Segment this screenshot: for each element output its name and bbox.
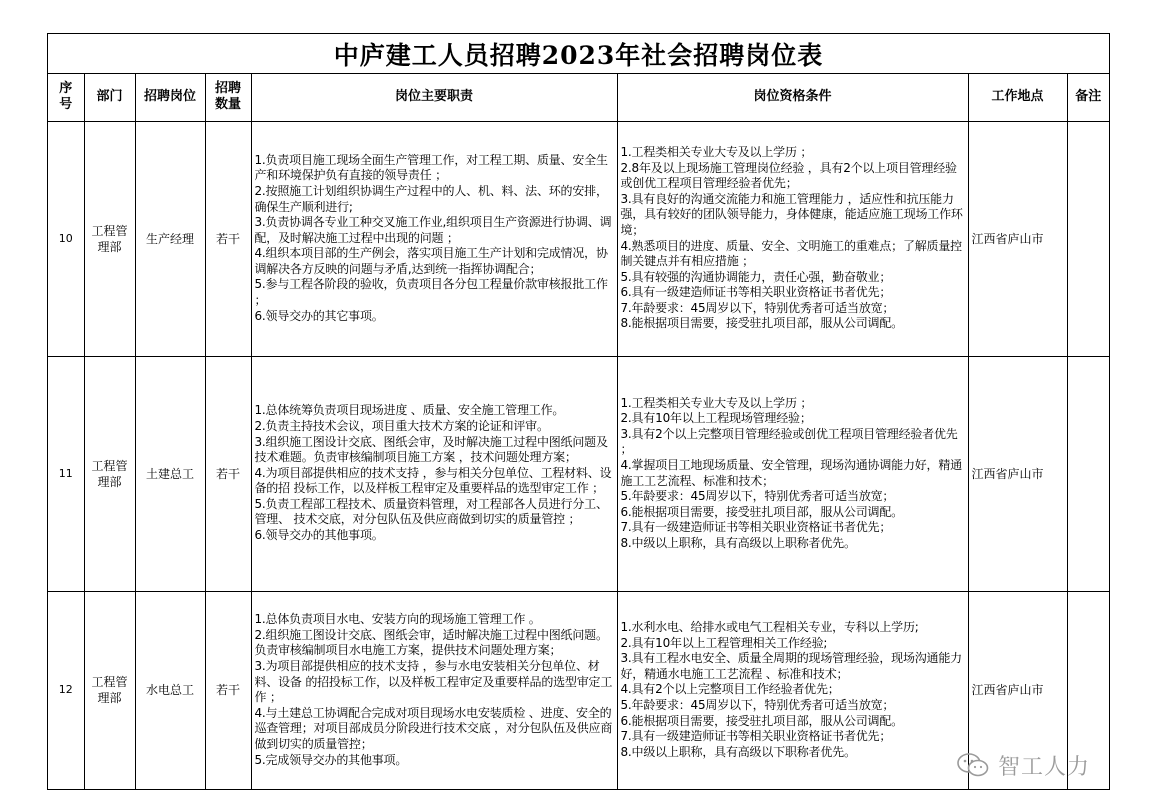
row-remarks (1067, 356, 1109, 591)
header-no: 序号 (48, 74, 84, 121)
positions-table (48, 74, 1109, 789)
row-no: 10 (48, 121, 84, 356)
table-row (48, 356, 1109, 591)
requirement-item: 3.具有工程水电安全、质量全周期的现场管理经验，现场沟通能力好，精通水电施工工艺流程 、标准和技术； (620, 651, 962, 681)
row-no: 11 (48, 356, 84, 591)
duty-item: 3.为项目部提供相应的技术支持 ，参与水电安装相关分包单位、材料、设备 的招投标工作，以及样板工程审定及重要样品的选型审定工作 ； (254, 659, 613, 705)
row-count: 若干 (205, 591, 251, 789)
duty-item: 6.领导交办的其它事项。 (254, 308, 384, 323)
requirement-item: 8.能根据项目需要，接受驻扎项目部，服从公司调配。 (620, 316, 903, 331)
requirement-item: 7.具有一级建造师证书等相关职业资格证书者优先； (620, 729, 892, 744)
row-requirements (617, 591, 968, 789)
header-position: 招聘岗位 (135, 74, 205, 121)
wechat-icon (956, 752, 990, 778)
row-duties (251, 356, 617, 591)
table-row (48, 591, 1109, 789)
requirement-item: 1.工程类相关专业大专及以上学历 ； (620, 144, 813, 159)
requirement-item: 2.具有10年以上工程现场管理经验； (620, 411, 812, 426)
row-location: 江西省庐山市 (968, 121, 1067, 356)
watermark (956, 748, 1090, 782)
requirement-item: 4.具有2个以上完整项目工作经验者优先； (620, 682, 840, 697)
duty-item: 3.组织施工图设计交底、图纸会审，及时解决施工过程中图纸问题及技术难题。负责审核编制项目施工方案 ，技术问题处理方案； (254, 434, 608, 465)
requirement-item: 6.能根据项目需要，接受驻扎项目部，服从公司调配。 (620, 713, 903, 728)
duty-item: 1.总体统筹负责项目现场进度 、质量、安全施工管理工作。 (254, 403, 565, 418)
duty-item: 6.领导交办的其他事项。 (254, 528, 384, 543)
row-position: 水电总工 (135, 591, 205, 789)
requirement-item: 6.具有一级建造师证书等相关职业资格证书者优先； (620, 285, 892, 300)
row-requirements (617, 356, 968, 591)
header-duties: 岗位主要职责 (251, 74, 617, 121)
row-dept: 工程管理部 (84, 591, 135, 789)
duty-item: 5.完成领导交办的其他事项。 (254, 752, 408, 767)
row-duties (251, 121, 617, 356)
requirement-item: 4.掌握项目工地现场质量、安全管理，现场沟通协调能力好，精通施工工艺流程、标准和技术； (620, 457, 962, 488)
requirement-item: 7.具有一级建造师证书等相关职业资格证书者优先； (620, 520, 892, 535)
row-no: 12 (48, 591, 84, 789)
duty-item: 5.负责工程部工程技术、质量资料管理，对工程部各人员进行分工、管理、 技术交底，对分包队伍及供应商做到切实的质量管控 ； (254, 496, 608, 527)
row-location: 江西省庐山市 (968, 356, 1067, 591)
duty-item: 2.按照施工计划组织协调生产过程中的人、机、料、法、环的安排，确保生产顺利进行; (254, 183, 608, 214)
requirement-item: 2.8年及以上现场施工管理岗位经验 ，具有2个以上项目管理经验或创优工程项目管理经验者优先； (620, 160, 957, 191)
duty-item: 1.总体负责项目水电、安装方向的现场施工管理工作 。 (254, 612, 541, 627)
header-remarks: 备注 (1067, 74, 1109, 121)
duty-item: 2.组织施工图设计交底、图纸会审，适时解决施工过程中图纸问题。负责审核编制项目水电施工方案，提供技术问题处理方案； (254, 627, 608, 658)
requirement-item: 3.具有良好的沟通交流能力和施工管理能力 ，适应性和抗压能力强，具有较好的团队领导能力，身体健康，能适应施工现场工作环境； (620, 191, 963, 237)
header-count: 招聘数量 (205, 74, 251, 121)
header-dept: 部门 (84, 74, 135, 121)
row-position: 生产经理 (135, 121, 205, 356)
duty-item: 1.负责项目施工现场全面生产管理工作，对工程工期、质量、安全生产和环境保护负有直接的领导责任 ； (254, 152, 608, 183)
requirement-item: 4.熟悉项目的进度、质量、安全、文明施工的重难点；了解质量控制关键点并有相应措施 ； (620, 238, 962, 269)
row-duties (251, 591, 617, 789)
header-location: 工作地点 (968, 74, 1067, 121)
row-remarks (1067, 121, 1109, 356)
row-dept: 工程管理部 (84, 121, 135, 356)
row-count: 若干 (205, 356, 251, 591)
row-location: 江西省庐山市 (968, 591, 1067, 789)
duty-item: 3.负责协调各专业工种交叉施工作业,组织项目生产资源进行协调、调配，及时解决施工过程中出现的问题 ； (254, 215, 612, 245)
requirement-item: 5.年龄要求：45周岁以下，特别优秀者可适当放宽； (620, 698, 895, 713)
duty-item: 5.参与工程各阶段的验收，负责项目各分包工程量价款审核报批工作 ； (254, 277, 608, 308)
requirement-item: 6.能根据项目需要，接受驻扎项目部，服从公司调配。 (620, 504, 903, 519)
duty-item: 2.负责主持技术会议，项目重大技术方案的论证和评审。 (254, 418, 549, 433)
row-count: 若干 (205, 121, 251, 356)
header-row (48, 74, 1109, 121)
duty-item: 4.与土建总工协调配合完成对项目现场水电安装质检 、进度、安全的巡查管理；对项目部成员分阶段进行技术交底 ，对分包队伍及供应商做到切实的质量管控； (254, 705, 613, 752)
row-requirements (617, 121, 968, 356)
header-requirements: 岗位资格条件 (617, 74, 968, 121)
requirement-item: 1.水利水电、给排水或电气工程相关专业，专科以上学历; (620, 620, 919, 635)
duty-item: 4.为项目部提供相应的技术支持 ，参与相关分包单位、工程材料、设备的招 投标工作，以及样板工程审定及重要样品的选型审定工作 ； (254, 465, 612, 496)
duty-item: 4.组织本项目部的生产例会，落实项目施工生产计划和完成情况，协调解决各方反映的问题与矛盾,达到统一指挥协调配合； (254, 246, 608, 276)
table-title: 中庐建工人员招聘2023年社会招聘岗位表 (48, 34, 1109, 74)
watermark-text: 智工人力 (998, 754, 1091, 780)
requirement-item: 5.具有较强的沟通协调能力，责任心强，勤奋敬业； (620, 269, 892, 284)
requirement-item: 2.具有10年以上工程管理相关工作经验; (620, 635, 828, 650)
requirement-item: 1.工程类相关专业大专及以上学历 ； (620, 395, 813, 410)
row-dept: 工程管理部 (84, 356, 135, 591)
recruitment-table-sheet (47, 33, 1110, 790)
requirement-item: 8.中级以上职称，具有高级以上职称者优先。 (620, 535, 856, 550)
requirement-item: 3.具有2个以上完整项目管理经验或创优工程项目管理经验者优先 ； (620, 426, 958, 457)
table-row (48, 121, 1109, 356)
requirement-item: 7.年龄要求：45周岁以下，特别优秀者可适当放宽； (620, 300, 895, 315)
requirement-item: 8.中级以上职称，具有高级以下职称者优先。 (620, 744, 856, 759)
row-position: 土建总工 (135, 356, 205, 591)
requirement-item: 5.年龄要求：45周岁以下，特别优秀者可适当放宽； (620, 489, 895, 504)
